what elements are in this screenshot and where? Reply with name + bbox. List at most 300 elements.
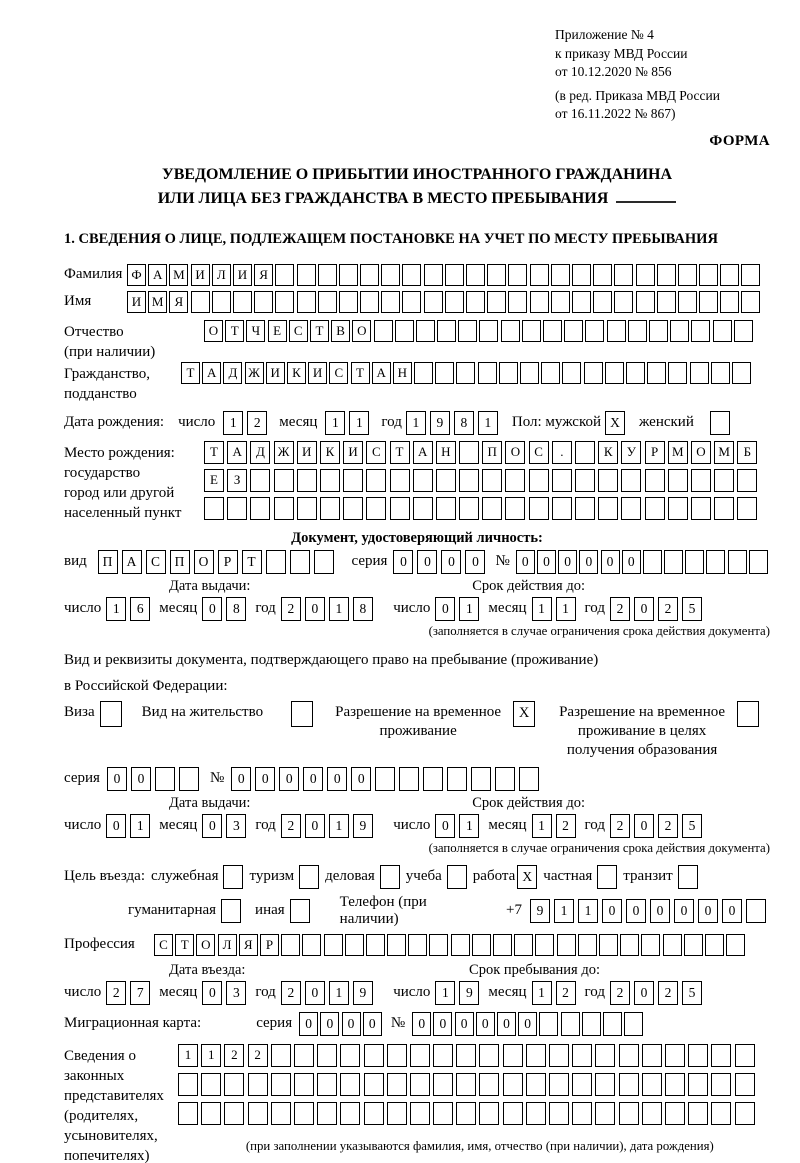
migration-number-input[interactable] (412, 1012, 645, 1036)
char-cell (445, 291, 464, 313)
sex-female-label: женский (639, 414, 694, 430)
char-cell (314, 550, 334, 574)
char-cell (227, 497, 247, 520)
year-label: год (255, 600, 276, 616)
char-cell (297, 264, 316, 286)
issue-date-label: Дата выдачи: (169, 577, 251, 594)
year-label: год (584, 984, 605, 1000)
char-cell: 2 (248, 1044, 268, 1067)
char-cell (275, 291, 294, 313)
char-cell: 1 (478, 411, 498, 435)
char-cell: 1 (532, 597, 552, 621)
char-cell (526, 1073, 546, 1096)
given-name-input[interactable] (127, 291, 763, 313)
char-cell (649, 320, 668, 342)
surname-field-row (64, 264, 770, 286)
char-cell: М (169, 264, 188, 286)
char-cell: 2 (556, 981, 576, 1005)
month-label: месяц (488, 817, 527, 833)
char-cell: И (308, 362, 327, 384)
entry-day-input[interactable] (106, 981, 154, 1005)
char-cell: 2 (658, 814, 678, 838)
entry-year-input[interactable] (281, 981, 377, 1005)
char-cell (271, 1102, 291, 1125)
purpose-other-checkbox[interactable] (290, 899, 310, 923)
char-cell: 0 (305, 981, 325, 1005)
char-cell: Я (169, 291, 188, 313)
char-cell: П (98, 550, 118, 574)
year-label: год (584, 817, 605, 833)
sex-male-checkbox[interactable] (605, 411, 625, 435)
char-cell: Р (260, 934, 279, 956)
stay-until-month-input[interactable] (532, 981, 580, 1005)
char-cell: 0 (305, 597, 325, 621)
char-cell (178, 1073, 198, 1096)
char-cell (201, 1073, 221, 1096)
doc-series-input[interactable] (393, 550, 489, 574)
migration-series-input[interactable] (299, 1012, 384, 1036)
char-cell: И (127, 291, 146, 313)
expiry-month-input[interactable] (532, 597, 580, 621)
char-cell: О (204, 320, 223, 342)
char-cell: 0 (351, 767, 371, 791)
char-cell (619, 1073, 639, 1096)
char-cell (224, 1102, 244, 1125)
char-cell (100, 701, 122, 727)
char-cell: 1 (459, 814, 479, 838)
char-cell (691, 497, 711, 520)
visa-checkbox[interactable] (100, 701, 122, 727)
char-cell (572, 291, 591, 313)
char-cell (340, 1073, 360, 1096)
char-cell (690, 362, 709, 384)
char-cell (598, 497, 618, 520)
char-cell (619, 1044, 639, 1067)
identity-doc-heading: Документ, удостоверяющий личность: (291, 529, 543, 546)
char-cell (508, 291, 527, 313)
patronymic-input[interactable] (204, 320, 755, 342)
char-cell (318, 264, 337, 286)
char-cell: С (529, 441, 549, 464)
char-cell: Е (204, 469, 224, 492)
char-cell: 0 (417, 550, 437, 574)
stay-expiry-month-input[interactable] (532, 814, 580, 838)
birth-month-input[interactable] (325, 411, 373, 435)
char-cell: 1 (556, 597, 576, 621)
identity-doc-date-labels (64, 578, 770, 595)
char-cell (410, 1073, 430, 1096)
stay-expiry-year-input[interactable] (610, 814, 706, 838)
char-cell: С (329, 362, 348, 384)
char-cell: 0 (202, 597, 222, 621)
char-cell (447, 865, 467, 889)
char-cell (155, 767, 175, 791)
citizenship-field-row (64, 362, 770, 404)
char-cell: К (598, 441, 618, 464)
char-cell (726, 934, 745, 956)
char-cell (281, 934, 300, 956)
char-cell (387, 1044, 407, 1067)
char-cell: Е (268, 320, 287, 342)
representatives-line-1[interactable] (178, 1044, 758, 1067)
profession-label: Профессия (64, 935, 135, 952)
char-cell (364, 1044, 384, 1067)
day-label: число (393, 817, 431, 833)
char-cell (514, 934, 533, 956)
char-cell (549, 1073, 569, 1096)
purpose-humanitarian-checkbox[interactable] (221, 899, 241, 923)
char-cell (636, 264, 655, 286)
title-line-1: УВЕДОМЛЕНИЕ О ПРИБЫТИИ ИНОСТРАННОГО ГРАЖДАНИНА (161, 165, 673, 183)
phone-input[interactable] (530, 899, 770, 923)
birth-place-line-1[interactable] (204, 441, 761, 464)
char-cell (466, 264, 485, 286)
stay-doc-series-label: серия (64, 770, 100, 786)
char-cell (466, 291, 485, 313)
char-cell (699, 291, 718, 313)
profession-input[interactable] (154, 934, 747, 956)
char-cell: 0 (476, 1012, 495, 1036)
stay-issue-month-input[interactable] (202, 814, 250, 838)
year-label: год (584, 600, 605, 616)
char-cell: 0 (634, 814, 654, 838)
char-cell (505, 497, 525, 520)
char-cell: О (352, 320, 371, 342)
char-cell: 0 (698, 899, 718, 923)
birth-date-label: Дата рождения: (64, 414, 165, 430)
char-cell (381, 291, 400, 313)
char-cell: С (289, 320, 308, 342)
char-cell (645, 497, 665, 520)
char-cell: 1 (349, 411, 369, 435)
char-cell (493, 934, 512, 956)
expiry-day-input[interactable] (435, 597, 483, 621)
stay-doc-series-input[interactable] (107, 767, 203, 791)
char-cell (317, 1102, 337, 1125)
entry-dates-row (64, 981, 770, 1005)
char-cell: 0 (107, 767, 127, 791)
char-cell (505, 469, 525, 492)
char-cell (416, 320, 435, 342)
char-cell (433, 1102, 453, 1125)
char-cell: Ж (274, 441, 294, 464)
annex-edit-note: от 16.11.2022 № 867) (555, 106, 676, 121)
residence-permit-checkbox[interactable] (291, 701, 313, 727)
char-cell: А (227, 441, 247, 464)
char-cell (595, 1073, 615, 1096)
visa-option (64, 701, 122, 727)
char-cell (387, 1073, 407, 1096)
char-cell (737, 469, 757, 492)
stay-doc-dates-row (64, 814, 770, 838)
birth-place-block (64, 441, 770, 523)
char-cell (364, 1102, 384, 1125)
citizenship-label: Гражданство, подданство (64, 365, 151, 402)
char-cell (413, 469, 433, 492)
expiry-year-input[interactable] (610, 597, 706, 621)
char-cell: 5 (682, 814, 702, 838)
representatives-line-2[interactable] (178, 1073, 758, 1096)
char-cell (688, 1102, 708, 1125)
issue-day-input[interactable] (106, 597, 154, 621)
char-cell (387, 934, 406, 956)
char-cell (564, 320, 583, 342)
char-cell: 8 (226, 597, 246, 621)
char-cell: О (505, 441, 525, 464)
char-cell: Ж (245, 362, 264, 384)
char-cell (254, 291, 273, 313)
char-cell (605, 362, 624, 384)
citizenship-input[interactable] (181, 362, 753, 384)
char-cell: 0 (518, 1012, 537, 1036)
char-cell (749, 550, 768, 574)
char-cell (685, 550, 704, 574)
char-cell (266, 550, 286, 574)
char-cell (670, 320, 689, 342)
char-cell: И (297, 441, 317, 464)
char-cell (445, 264, 464, 286)
char-cell (585, 320, 604, 342)
char-cell: 2 (281, 597, 301, 621)
expiry-note: (заполняется в случае ограничения срока действия документа) (428, 840, 770, 855)
char-cell (482, 469, 502, 492)
char-cell (339, 291, 358, 313)
doc-kind-input[interactable] (98, 550, 338, 574)
char-cell (459, 497, 479, 520)
birth-place-label: Место рождения: государство город или другой населенный пункт (64, 444, 182, 521)
char-cell (479, 1044, 499, 1067)
char-cell (691, 320, 710, 342)
char-cell (543, 320, 562, 342)
char-cell: 8 (353, 597, 373, 621)
annex-edit-note: (в ред. Приказа МВД России (555, 87, 720, 103)
purpose-study-checkbox[interactable] (447, 865, 467, 889)
char-cell (737, 497, 757, 520)
char-cell (456, 1044, 476, 1067)
char-cell (711, 1044, 731, 1067)
annex-line: от 10.12.2020 № 856 (555, 64, 672, 79)
char-cell (179, 767, 199, 791)
char-cell (595, 1102, 615, 1125)
char-cell (562, 362, 581, 384)
birth-place-line-3[interactable] (204, 497, 761, 520)
char-cell (271, 1073, 291, 1096)
char-cell (458, 320, 477, 342)
char-cell: И (233, 264, 252, 286)
stay-doc-intro: Вид и реквизиты документа, подтверждающего право на пребывание (проживание) в Российской Федерации: (64, 651, 599, 694)
sex-female-checkbox[interactable] (710, 411, 730, 435)
stay-issue-day-input[interactable] (106, 814, 154, 838)
entry-date-labels (64, 962, 770, 979)
char-cell (503, 1102, 523, 1125)
purpose-business-checkbox[interactable] (380, 865, 400, 889)
char-cell: Д (250, 441, 270, 464)
char-cell: 1 (325, 411, 345, 435)
doc-number-input[interactable] (516, 550, 770, 574)
char-cell: 0 (579, 550, 598, 574)
representatives-label: Сведения о законных представителях (родителях, усыновителях, попечителях) (64, 1047, 164, 1163)
char-cell: 1 (130, 814, 150, 838)
char-cell (575, 497, 595, 520)
month-label: месяц (159, 984, 198, 1000)
char-cell (339, 264, 358, 286)
edu-residence-checkbox[interactable] (737, 701, 759, 727)
issue-year-input[interactable] (281, 597, 377, 621)
char-cell (541, 362, 560, 384)
char-cell (204, 497, 224, 520)
char-cell (451, 934, 470, 956)
representatives-line-3[interactable] (178, 1102, 758, 1125)
char-cell: О (196, 934, 215, 956)
stay-doc-number-label: № (209, 770, 225, 786)
stay-expiry-day-input[interactable] (435, 814, 483, 838)
char-cell (433, 1044, 453, 1067)
char-cell (390, 469, 410, 492)
char-cell (429, 934, 448, 956)
char-cell (621, 469, 641, 492)
char-cell: Т (204, 441, 224, 464)
char-cell (705, 934, 724, 956)
temp-residence-option (335, 701, 535, 741)
char-cell (619, 1102, 639, 1125)
char-cell: З (227, 469, 247, 492)
char-cell (714, 469, 734, 492)
char-cell (275, 264, 294, 286)
purpose-private-checkbox[interactable] (597, 865, 617, 889)
day-label: число (393, 600, 431, 616)
char-cell (614, 291, 633, 313)
char-cell (741, 291, 760, 313)
surname-input[interactable] (127, 264, 763, 286)
birth-year-input[interactable] (406, 411, 502, 435)
char-cell (519, 767, 539, 791)
char-cell: 0 (433, 1012, 452, 1036)
char-cell (598, 469, 618, 492)
profession-field-row (64, 934, 770, 956)
char-cell (599, 934, 618, 956)
char-cell (657, 291, 676, 313)
char-cell (746, 899, 766, 923)
stay-issue-year-input[interactable] (281, 814, 377, 838)
char-cell (551, 264, 570, 286)
char-cell (201, 1102, 221, 1125)
temp-residence-checkbox[interactable] (513, 701, 535, 727)
char-cell (552, 469, 572, 492)
stay-until-label: Срок пребывания до: (469, 961, 600, 978)
char-cell: 0 (279, 767, 299, 791)
char-cell: 0 (106, 814, 126, 838)
purpose-transit: транзит (623, 865, 697, 889)
char-cell (735, 1044, 755, 1067)
char-cell (664, 550, 683, 574)
char-cell: 0 (634, 597, 654, 621)
issue-month-input[interactable] (202, 597, 250, 621)
char-cell (711, 1102, 731, 1125)
migration-series-label: серия (256, 1015, 293, 1031)
patronymic-field-row (64, 320, 770, 362)
representatives-note: (при заполнении указываются фамилия, имя, отчество (при наличии), дата рождения) (245, 1138, 714, 1153)
day-label: число (64, 984, 102, 1000)
char-cell: Р (218, 550, 238, 574)
char-cell (223, 865, 243, 889)
char-cell (456, 1073, 476, 1096)
char-cell (360, 264, 379, 286)
char-cell (501, 320, 520, 342)
char-cell (360, 291, 379, 313)
birth-day-input[interactable] (223, 411, 271, 435)
char-cell (741, 264, 760, 286)
char-cell (479, 320, 498, 342)
char-cell: 2 (658, 597, 678, 621)
char-cell: 5 (682, 981, 702, 1005)
stay-doc-series-row (64, 767, 770, 791)
char-cell: 1 (554, 899, 574, 923)
char-cell: 0 (441, 550, 461, 574)
char-cell (645, 469, 665, 492)
char-cell: У (621, 441, 641, 464)
char-cell: С (146, 550, 166, 574)
purpose-work-checkbox[interactable] (517, 865, 537, 889)
char-cell (595, 1044, 615, 1067)
char-cell: Ф (127, 264, 146, 286)
expiry-date-label: Срок действия до: (472, 794, 585, 811)
char-cell (495, 767, 515, 791)
purpose-transit-checkbox[interactable] (678, 865, 698, 889)
char-cell: 0 (327, 767, 347, 791)
month-label: месяц (159, 600, 198, 616)
char-cell (499, 362, 518, 384)
char-cell (250, 497, 270, 520)
char-cell (503, 1044, 523, 1067)
char-cell: 0 (435, 814, 455, 838)
char-cell (711, 362, 730, 384)
char-cell (603, 1012, 622, 1036)
char-cell (551, 291, 570, 313)
entry-date-label: Дата въезда: (169, 961, 246, 978)
char-cell: 0 (622, 550, 641, 574)
char-cell: А (122, 550, 142, 574)
char-cell (375, 767, 395, 791)
stay-until-day-input[interactable] (435, 981, 483, 1005)
annex-line: к приказу МВД России (555, 45, 688, 61)
char-cell (572, 1102, 592, 1125)
char-cell (479, 1102, 499, 1125)
purpose-official-checkbox[interactable] (223, 865, 243, 889)
char-cell: 0 (320, 1012, 339, 1036)
char-cell: 0 (342, 1012, 361, 1036)
purpose-tourism-checkbox[interactable] (299, 865, 319, 889)
form-word-label: ФОРМА (709, 132, 770, 149)
char-cell: 2 (556, 814, 576, 838)
char-cell: И (343, 441, 363, 464)
birth-place-line-2[interactable] (204, 469, 761, 492)
char-cell (299, 865, 319, 889)
year-label: год (255, 984, 276, 1000)
stay-doc-number-input[interactable] (231, 767, 543, 791)
purpose-business: деловая (325, 865, 400, 889)
char-cell (572, 1044, 592, 1067)
page-title (64, 163, 770, 211)
annex-line: Приложение № 4 (555, 27, 654, 42)
month-label: месяц (488, 984, 527, 1000)
char-cell (699, 264, 718, 286)
char-cell (274, 469, 294, 492)
stay-until-year-input[interactable] (610, 981, 706, 1005)
char-cell (424, 264, 443, 286)
entry-month-input[interactable] (202, 981, 250, 1005)
char-cell: 0 (255, 767, 275, 791)
day-label: число (178, 414, 216, 430)
